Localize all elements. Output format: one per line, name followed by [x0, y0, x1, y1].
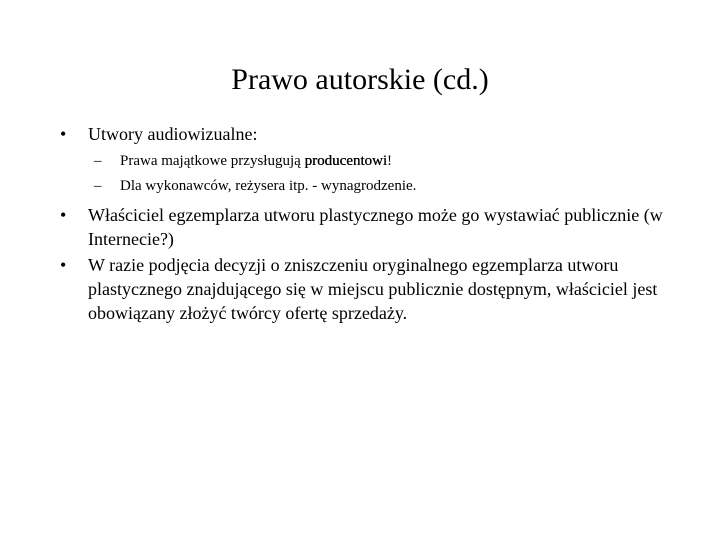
dash-icon: – — [94, 153, 102, 169]
bullet-text: W razie podjęcia decyzji o zniszczeniu oryginalnego egzemplarza utworu plastycznego znajdującego się w miejscu publicznie dostępnym, właściciel jest obowiązany złożyć twórcy ofertę sprzedaży. — [88, 255, 658, 323]
dash-icon: – — [94, 178, 102, 194]
sub-bullet-emphasis: producentowi — [304, 153, 388, 169]
bullet-text: Właściciel egzemplarza utworu plastycznego może go wystawiać publicznie (w Internecie?) — [88, 205, 663, 249]
bullet-icon: • — [60, 124, 67, 144]
bullet-icon: • — [60, 205, 67, 225]
bullet-text: Utwory audiowizualne: — [88, 124, 258, 144]
sub-bullet-text: Dla wykonawców, reżysera itp. - wynagrodzenie. — [120, 178, 417, 194]
bullet-item — [54, 203, 674, 251]
sub-list — [54, 149, 674, 199]
bullet-item — [54, 122, 674, 146]
bullet-icon: • — [60, 255, 67, 275]
slide-content — [54, 122, 674, 325]
sub-bullet-text-post: ! — [387, 153, 393, 169]
slide-title: Prawo autorskie (cd.) — [231, 63, 489, 96]
sub-bullet-item — [54, 149, 674, 174]
sub-bullet-item — [54, 174, 674, 199]
sub-bullet-text-pre: Prawa majątkowe przysługują — [120, 153, 305, 169]
bullet-item — [54, 253, 674, 325]
